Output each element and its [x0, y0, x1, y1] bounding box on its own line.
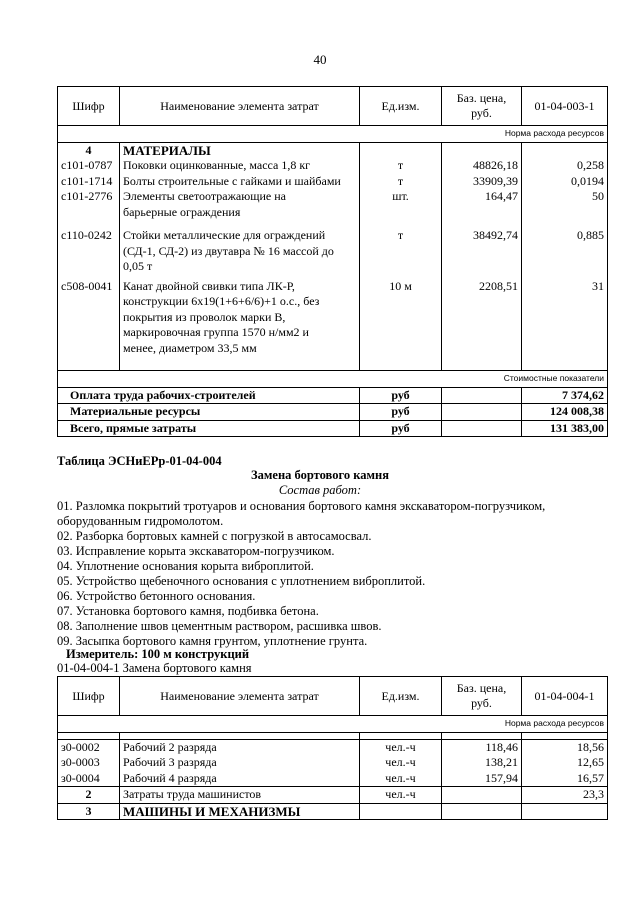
table-title: Таблица ЭСНиЕРр-01-04-004	[57, 454, 222, 468]
table-row: з0-0003 Рабочий 3 разряда чел.-ч 138,21 12,65	[58, 755, 608, 771]
heading: Замена бортового камня	[251, 468, 389, 482]
total-row: Материальные ресурсы руб 124 008,38	[58, 404, 608, 421]
table-header	[58, 677, 608, 716]
header-code: Шифр	[58, 87, 120, 126]
list-item: 03. Исправление корыта экскаватором-погрузчиком.	[57, 544, 335, 558]
norm-label: Норма расхода ресурсов	[58, 126, 608, 143]
header-name: Наименование элемента затрат	[120, 87, 360, 126]
header-unit: Ед.изм.	[360, 87, 442, 126]
list-item: 09. Засыпка бортового камня грунтом, уплотнение грунта.	[57, 634, 368, 648]
table-row: с101-1714 Болты строительные с гайками и шайбами т 33909,39 0,0194	[58, 174, 608, 190]
header-price: Баз. цена, руб.	[442, 677, 522, 716]
table-header	[58, 87, 608, 126]
list-item: 07. Установка бортового камня, подбивка бетона.	[57, 604, 319, 618]
cost-label: Стоимостные показатели	[58, 371, 608, 388]
table-row: с101-2776 Элементы светоотражающие на барьерные ограждения шт. 164,47 50	[58, 189, 608, 228]
header-id: 01-04-004-1	[522, 677, 608, 716]
header-name: Наименование элемента затрат	[120, 677, 360, 716]
list-item: 08. Заполнение швов цементным раствором, расшивка швов.	[57, 619, 382, 633]
item-caption: 01-04-004-1 Замена бортового камня	[57, 661, 252, 675]
total-row: Всего, прямые затраты руб 131 383,00	[58, 420, 608, 437]
table-row: з0-0004 Рабочий 4 разряда чел.-ч 157,94 16,57	[58, 771, 608, 787]
list-item: 02. Разборка бортовых камней с погрузкой в автосамосвал.	[57, 529, 372, 543]
header-unit: Ед.изм.	[360, 677, 442, 716]
list-item: 01. Разломка покрытий тротуаров и основания бортового камня экскаватором-погрузчиком,	[57, 499, 546, 513]
list-item: оборудованным гидромолотом.	[57, 514, 224, 528]
table-row: с101-0787 Поковки оцинкованные, масса 1,8 кг т 48826,18 0,258	[58, 158, 608, 174]
table-row: с110-0242 Стойки металлические для ограждений (СД-1, СД-2) из двутавра № 16 массой до 0,05 т т 38492,74 0,885	[58, 228, 608, 279]
table-row: з0-0002 Рабочий 2 разряда чел.-ч 118,46 18,56	[58, 739, 608, 755]
meter: Измеритель: 100 м конструкций	[66, 647, 250, 661]
list-item: 04. Уплотнение основания корыта виброплитой.	[57, 559, 314, 573]
norm-label: Норма расхода ресурсов	[58, 716, 608, 733]
section-row: 3 МАШИНЫ И МЕХАНИЗМЫ	[58, 803, 608, 820]
works-list	[57, 499, 617, 649]
header-code: Шифр	[58, 677, 120, 716]
machinist-row: 2 Затраты труда машинистов чел.-ч 23,3	[58, 787, 608, 804]
total-row: Оплата труда рабочих-строителей руб 7 374,62	[58, 387, 608, 404]
resource-table-1	[57, 86, 608, 437]
resource-table-2	[57, 676, 608, 820]
page-number: 40	[313, 52, 327, 67]
list-item: 05. Устройство щебеночного основания с уплотнением виброплитой.	[57, 574, 426, 588]
header-price: Баз. цена, руб.	[442, 87, 522, 126]
section-title: МАТЕРИАЛЫ	[120, 142, 360, 158]
section-row	[58, 142, 608, 158]
header-id: 01-04-003-1	[522, 87, 608, 126]
subheading: Состав работ:	[278, 483, 362, 497]
table-row: с508-0041 Канат двойной свивки типа ЛК-Р, конструкции 6х19(1+6+6/6)+1 о.с., без покрытия из проволок марки В, маркировочная группа 1570 н/мм2 и менее, диаметром 33,5 мм 10 м 2208,51 31	[58, 279, 608, 371]
section-number: 4	[58, 142, 120, 158]
list-item: 06. Устройство бетонного основания.	[57, 589, 256, 603]
